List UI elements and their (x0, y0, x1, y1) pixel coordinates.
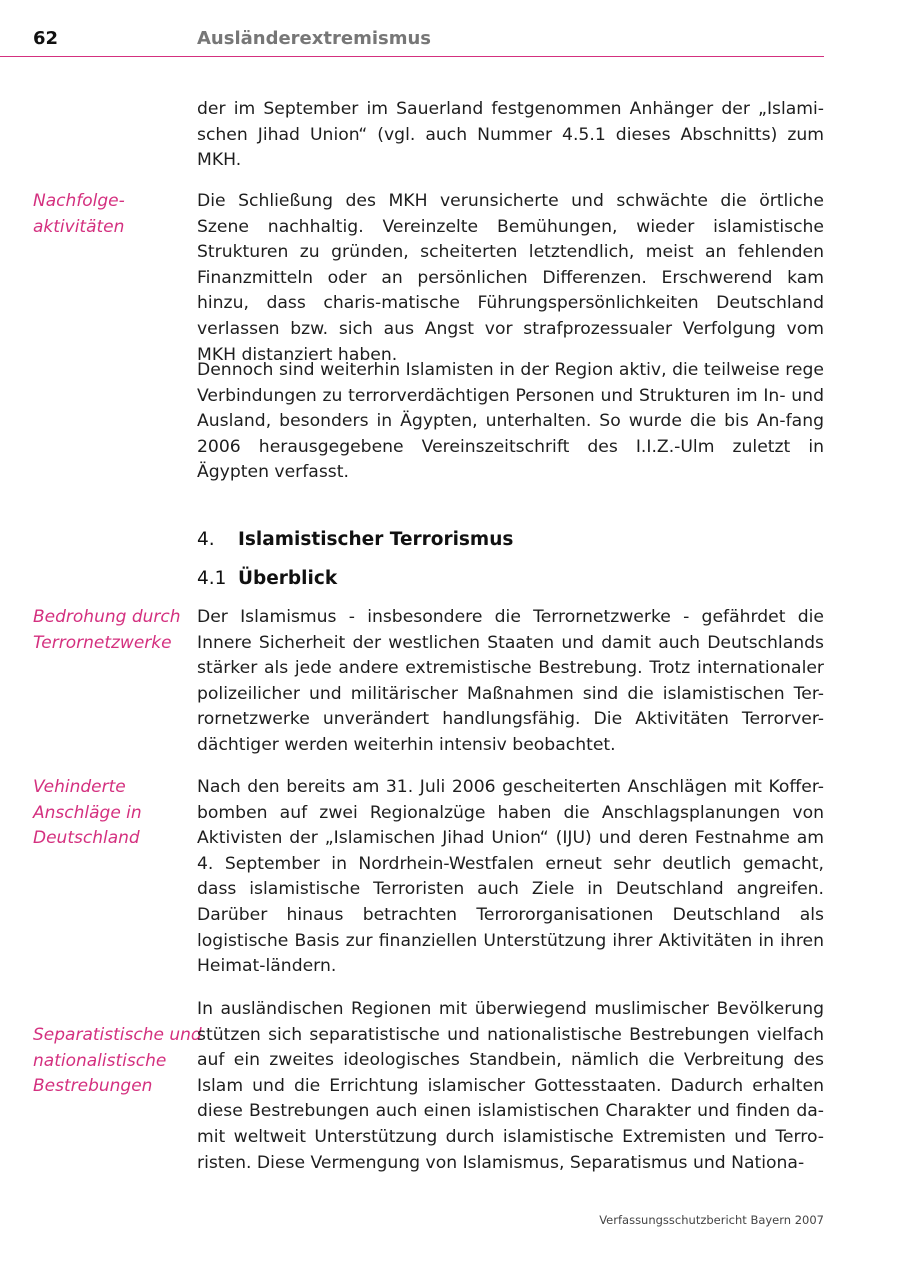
side-note-line: Bestrebungen (33, 1076, 153, 1097)
paragraph-terror-threat: Der Islamismus - insbesondere die Terrornetzwerke - gefährdet die Innere Sicherheit der westlichen Staaten und damit auch Deutschlands stärker als jede andere extremistische Bestrebung. Trotz internationaler polizeilicher und militärischer Maßnahmen sind die islamistischen Ter-rornetzwerke unverändert handlungsfähig. Die Aktivitäten Terrorver-dächtiger werden weiterhin intensiv beobachtet. (197, 607, 824, 755)
footer-publication: Verfassungsschutzbericht Bayern 2007 (599, 1213, 824, 1227)
paragraph-separatism: In ausländischen Regionen mit überwiegend muslimischer Bevölkerung stützen sich separatistische und nationalistische Bestrebungen vielfach auf ein zweites ideologisches Standbein, nämlich die Verbreitung des Islam und die Errichtung islamischer Gottesstaaten. Dadurch erhalten diese Bestrebungen auch einen islamistischen Charakter und finden da-mit weltweit Unterstützung durch islamistische Extremisten und Terro-risten. Diese Vermengung von Islamismus, Separatismus und Nationa- (197, 999, 824, 1173)
heading-title: Überblick (238, 568, 338, 589)
side-note-line: aktivitäten (33, 216, 125, 237)
heading-number: 4.1 (197, 568, 227, 589)
heading-title: Islamistischer Terrorismus (238, 529, 514, 550)
side-note-nachfolgeaktivitaeten (33, 189, 193, 240)
side-note-line: Bedrohung durch (33, 607, 181, 627)
paragraph-region-activity: Dennoch sind weiterhin Islamisten in der Region aktiv, die teilweise rege Verbindungen zu terrorverdächtigen Personen und Strukturen im In- und Ausland, besonders in Ägypten, unterhalten. So wurde die bis An-fang 2006 herausgegebene Vereinszeitschrift des I.I.Z.-Ulm zuletzt in Ägypten verfasst. (197, 360, 824, 483)
side-note-line: Deutschland (33, 828, 140, 849)
side-note-line: Nachfolge- (33, 191, 125, 211)
paragraph-prevented-attacks: Nach den bereits am 31. Juli 2006 gescheiterten Anschlägen mit Koffer-bomben auf zwei Regionalzüge haben die Anschlagsplanungen von Aktivisten der „Islamischen Jihad Union“ (IJU) und deren Festnahme am 4. September in Nordrhein-Westfalen erneut sehr deutlich gemacht, dass islamistische Terroristen auch Ziele in Deutschland angreifen. Darüber hinaus betrachten Terrororganisationen Deutschland als logistische Basis zur finanziellen Unterstützung ihrer Aktivitäten in ihren Heimat-ländern. (197, 777, 824, 977)
side-note-line: nationalistische (33, 1050, 167, 1071)
paragraph-mkh-closure: Die Schließung des MKH verunsicherte und schwächte die örtliche Szene nachhaltig. Vereinzelte Bemühungen, wieder islamistische Strukturen zu gründen, scheiterten letztendlich, meist an fehlenden Finanzmitteln oder an persönlichen Differenzen. Erschwerend kam hinzu, dass charis-matische Führungspersönlichkeiten Deutschland verlassen bzw. sich aus Angst vor strafprozessualer Verfolgung vom MKH distanziert haben. (197, 191, 824, 365)
side-note-anschlaege (33, 775, 193, 852)
side-note-bedrohung (33, 605, 193, 656)
side-note-separatistische (33, 1023, 202, 1100)
header-rule (0, 56, 824, 57)
side-note-line: Terrornetzwerke (33, 632, 172, 653)
section-heading-4 (197, 529, 513, 550)
section-heading-4-1 (197, 568, 337, 589)
side-note-line: Vehinderte (33, 777, 126, 797)
heading-number: 4. (197, 529, 215, 550)
side-note-line: Anschläge in (33, 802, 142, 823)
running-head: Ausländerextremismus (197, 28, 431, 49)
paragraph-continuation: der im September im Sauerland festgenommen Anhänger der „Islami-schen Jihad Union“ (vgl. auch Nummer 4.5.1 dieses Abschnitts) zum MKH. (197, 99, 824, 171)
side-note-line: Separatistische und (33, 1025, 202, 1045)
page-number: 62 (33, 28, 59, 49)
